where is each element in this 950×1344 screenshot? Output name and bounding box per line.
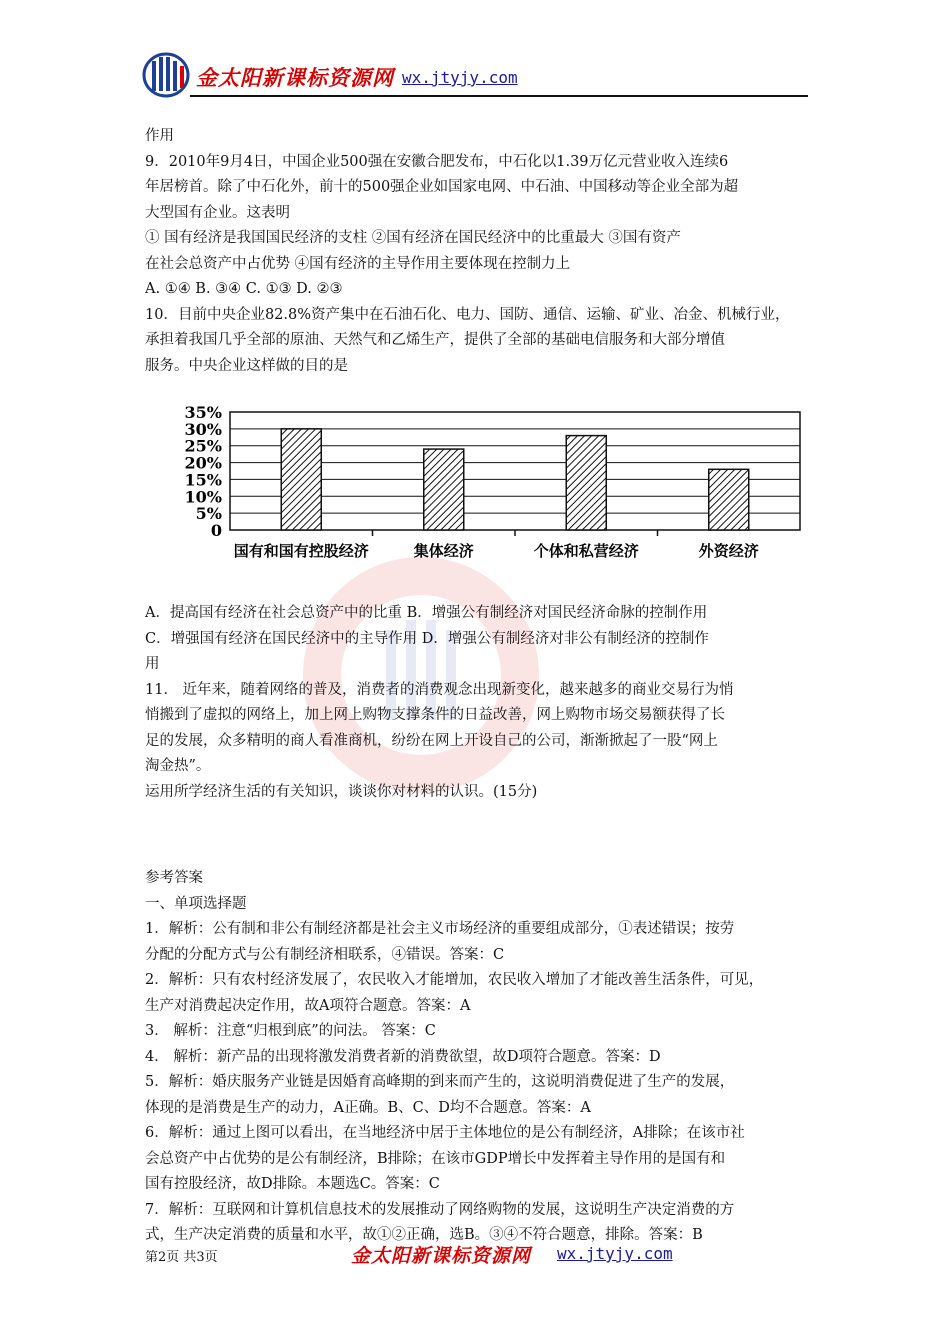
- text-line: 运用所学经济生活的有关知识，谈谈你对材料的认识。(15分): [145, 783, 538, 800]
- text-line: ① 国有经济是我国国民经济的支柱 ②国有经济在国民经济中的比重最大 ③国有资产: [145, 230, 681, 246]
- text-line: 10．目前中央企业82.8%资产集中在石油石化、电力、国防、通信、运输、矿业、冶金、机械行业，: [145, 306, 790, 323]
- text-line: 淘金热”。: [145, 758, 211, 774]
- page-footer: [145, 1240, 813, 1270]
- y-tick-label: 25%: [184, 436, 222, 456]
- bar: [281, 429, 321, 530]
- answer-line: 7．解析：互联网和计算机信息技术的发展推动了网络购物的发展，这说明生产决定消费的方: [145, 1201, 735, 1218]
- jty-logo-icon: [142, 52, 194, 98]
- y-tick-label: 35%: [184, 403, 222, 422]
- bar-chart: [160, 400, 820, 570]
- text-line: 足的发展，众多精明的商人看准商机，纷纷在网上开设自己的公司，渐渐掀起了一股“网上: [145, 732, 718, 749]
- text-line: 悄搬到了虚拟的网络上，加上网上购物支撑条件的日益改善，网上购物市场交易额获得了长: [145, 707, 725, 723]
- y-tick-label: 5%: [195, 504, 222, 524]
- y-tick-label: 30%: [184, 419, 222, 439]
- footer-site-url-link[interactable]: wx.jtyjy.com: [557, 1244, 673, 1263]
- text-line: C．增强国有经济在国民经济中的主导作用 D．增强公有制经济对非公有制经济的控制作: [145, 630, 709, 647]
- bar: [566, 436, 606, 530]
- document-body: [145, 124, 813, 1249]
- text-line: A．提高国有经济在社会总资产中的比重 B．增强公有制经济对国民经济命脉的控制作用: [145, 605, 708, 621]
- bar: [424, 449, 464, 530]
- y-tick-label: 10%: [184, 487, 222, 507]
- site-name: 金太阳新课标资源网: [196, 66, 394, 90]
- x-category-label: 个体和私营经济: [533, 542, 639, 560]
- text-line: 9．2010年9月4日，中国企业500强在安徽合肥发布，中石化以1.39万亿元营业收入连续6: [145, 153, 729, 170]
- x-category-label: 集体经济: [413, 542, 474, 560]
- text-line: 11． 近年来，随着网络的普及，消费者的消费观念出现新变化，越来越多的商业交易行为悄: [145, 681, 734, 698]
- x-category-label: 国有和国有控股经济: [233, 542, 369, 560]
- x-category-label: 外资经济: [698, 542, 759, 560]
- bar: [709, 469, 749, 530]
- answer-line: 参考答案: [145, 870, 203, 886]
- text-line: 用: [145, 656, 160, 672]
- text-line: A. ①④ B. ③④ C. ①③ D. ②③: [145, 281, 343, 297]
- text-line: 在社会总资产中占优势 ④国有经济的主导作用主要体现在控制力上: [145, 255, 571, 272]
- text-line: 服务。中央企业这样做的目的是: [145, 357, 348, 374]
- answer-line: 4． 解析：新产品的出现将激发消费者新的消费欲望，故D项符合题意。答案：D: [145, 1048, 661, 1065]
- y-tick-label: 0: [210, 521, 222, 540]
- answer-line: 式，生产决定消费的质量和水平，故①②正确，选B。③④不符合题意，排除。答案：B: [145, 1227, 703, 1243]
- footer-site-name: 金太阳新课标资源网: [351, 1245, 532, 1267]
- text-line: 大型国有企业。这表明: [145, 204, 290, 221]
- answer-line: 生产对消费起决定作用，故A项符合题意。答案：A: [145, 997, 471, 1014]
- answer-line: 6．解析：通过上图可以看出，在当地经济中居于主体地位的是公有制经济，A排除；在该市社: [145, 1125, 745, 1141]
- answer-line: 5．解析：婚庆服务产业链是因婚育高峰期的到来而产生的，这说明消费促进了生产的发展，: [145, 1074, 735, 1090]
- y-tick-label: 15%: [184, 470, 222, 490]
- answer-line: 3． 解析：注意“归根到底”的问法。 答案：C: [145, 1023, 436, 1039]
- text-line: 年居榜首。除了中石化外，前十的500强企业如国家电网、中石油、中国移动等企业全部为超: [145, 179, 739, 195]
- y-tick-label: 20%: [184, 453, 222, 473]
- answer-line: 1．解析：公有制和非公有制经济都是社会主义市场经济的重要组成部分，①表述错误；按劳: [145, 921, 735, 937]
- text-line: 作用: [145, 128, 174, 144]
- answer-line: 会总资产中占优势的是公有制经济，B排除；在该市GDP增长中发挥着主导作用的是国有和: [145, 1150, 726, 1167]
- site-url-link[interactable]: wx.jtyjy.com: [402, 68, 518, 87]
- page-header: [142, 52, 808, 98]
- answer-line: 国有控股经济，故D排除。本题选C。答案：C: [145, 1176, 440, 1192]
- page-number: 第2页 共3页: [145, 1250, 218, 1265]
- answer-line: 2．解析：只有农村经济发展了，农民收入才能增加，农民收入增加了才能改善生活条件，可见，: [145, 972, 764, 988]
- answer-line: 一、单项选择题: [145, 895, 247, 912]
- header-divider: [190, 95, 808, 97]
- answer-line: 分配的分配方式与公有制经济相联系，④错误。答案：C: [145, 946, 505, 963]
- text-line: 承担着我国几乎全部的原油、天然气和乙烯生产，提供了全部的基础电信服务和大部分增值: [145, 332, 725, 348]
- answer-line: 体现的是消费是生产的动力，A正确。B、C、D均不合题意。答案：A: [145, 1099, 591, 1116]
